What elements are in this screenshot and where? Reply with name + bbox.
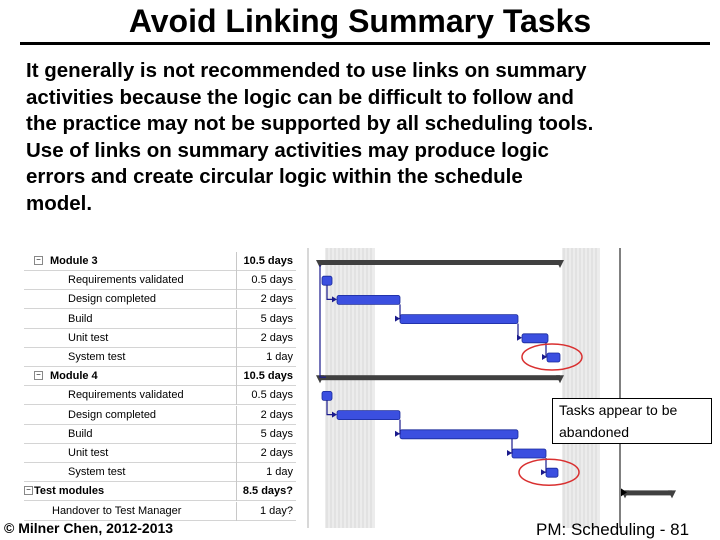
task-duration: 0.5 days	[236, 386, 296, 405]
dependency-arrowhead	[507, 450, 512, 456]
paragraph-line: model.	[26, 191, 93, 215]
task-duration: 1 day	[236, 463, 296, 482]
task-row[interactable]	[24, 386, 296, 405]
task-name: Handover to Test Manager	[52, 504, 182, 517]
task-duration: 1 day?	[236, 502, 296, 521]
task-duration: 2 days	[236, 444, 296, 463]
collapse-toggle-icon[interactable]: −	[24, 486, 33, 495]
task-row[interactable]	[24, 444, 296, 463]
task-duration: 10.5 days	[236, 252, 296, 271]
task-name: Design completed	[68, 408, 157, 421]
summary-bar-module-4	[320, 375, 560, 380]
task-bar	[322, 391, 332, 400]
task-duration: 2 days	[236, 329, 296, 348]
task-bar	[522, 334, 548, 343]
paragraph-line: errors and create circular logic within the schedule	[26, 165, 523, 188]
task-bar	[322, 276, 332, 285]
title-underline	[20, 42, 710, 45]
callout-line: abandoned	[559, 424, 630, 440]
paragraph-line: activities because the logic can be difficult to follow and	[26, 85, 574, 109]
dependency-arrowhead	[395, 316, 400, 322]
footer-page-label: PM: Scheduling - 81	[536, 520, 690, 539]
task-duration: 2 days	[236, 406, 296, 425]
task-row[interactable]	[24, 310, 296, 329]
task-name: System test	[68, 351, 126, 363]
task-name: Test modules	[34, 485, 105, 498]
task-name: Build	[68, 312, 93, 325]
task-duration: 8.5 days?	[236, 482, 296, 501]
dependency-link	[396, 420, 400, 434]
task-row[interactable]	[24, 502, 296, 521]
task-bar	[512, 449, 546, 458]
summary-bar-module-3	[320, 260, 560, 265]
annotation-callout	[552, 398, 712, 444]
task-name: Design completed	[68, 293, 157, 306]
task-name: Unit test	[68, 331, 109, 344]
summary-bar-test-modules	[625, 490, 672, 495]
summary-task-row[interactable]	[24, 367, 296, 386]
task-bar	[337, 411, 400, 420]
paragraph-line: It generally is not recommended to use links on summary	[26, 59, 587, 82]
task-bar	[337, 295, 400, 304]
task-bar	[400, 315, 518, 324]
task-name: Module 4	[50, 370, 98, 383]
task-name: Requirements validated	[68, 389, 184, 402]
task-duration: 0.5 days	[236, 271, 296, 290]
dependency-arrowhead	[517, 335, 522, 341]
paragraph-line: the practice may not be supported by all scheduling tools.	[26, 112, 594, 135]
footer-copyright: © Milner Chen, 2012-2013	[4, 520, 174, 536]
task-duration: 5 days	[236, 425, 296, 444]
task-row[interactable]	[24, 425, 296, 444]
body-paragraph	[26, 58, 706, 217]
task-row[interactable]	[24, 406, 296, 425]
dependency-link	[396, 304, 400, 318]
dependency-link	[508, 439, 512, 453]
slide-title: Avoid Linking Summary Tasks	[128, 3, 592, 39]
task-name: System test	[68, 466, 126, 479]
collapse-toggle-icon[interactable]: −	[34, 256, 43, 265]
task-name: Module 3	[50, 255, 98, 267]
dependency-arrowhead	[395, 431, 400, 437]
task-row[interactable]	[24, 348, 296, 367]
task-row[interactable]	[24, 290, 296, 309]
task-duration: 1 day	[236, 348, 296, 367]
task-duration: 2 days	[236, 290, 296, 309]
callout-line: Tasks appear to be	[559, 402, 678, 418]
task-duration: 10.5 days	[236, 367, 296, 386]
gantt-chart	[300, 248, 720, 528]
summary-task-row[interactable]	[24, 482, 296, 501]
task-duration: 5 days	[236, 310, 296, 329]
task-name: Requirements validated	[68, 274, 184, 287]
task-name: Unit test	[68, 447, 109, 459]
task-bar	[547, 353, 560, 362]
task-row[interactable]	[24, 271, 296, 290]
task-row[interactable]	[24, 463, 296, 482]
paragraph-line: Use of links on summary activities may produce logic	[26, 138, 549, 162]
task-row[interactable]	[24, 329, 296, 348]
collapse-toggle-icon[interactable]: −	[34, 371, 43, 380]
task-bar	[400, 430, 518, 439]
task-name: Build	[68, 427, 93, 440]
dependency-arrowhead	[541, 469, 546, 475]
summary-task-row[interactable]	[24, 252, 296, 271]
task-bar	[546, 468, 558, 477]
